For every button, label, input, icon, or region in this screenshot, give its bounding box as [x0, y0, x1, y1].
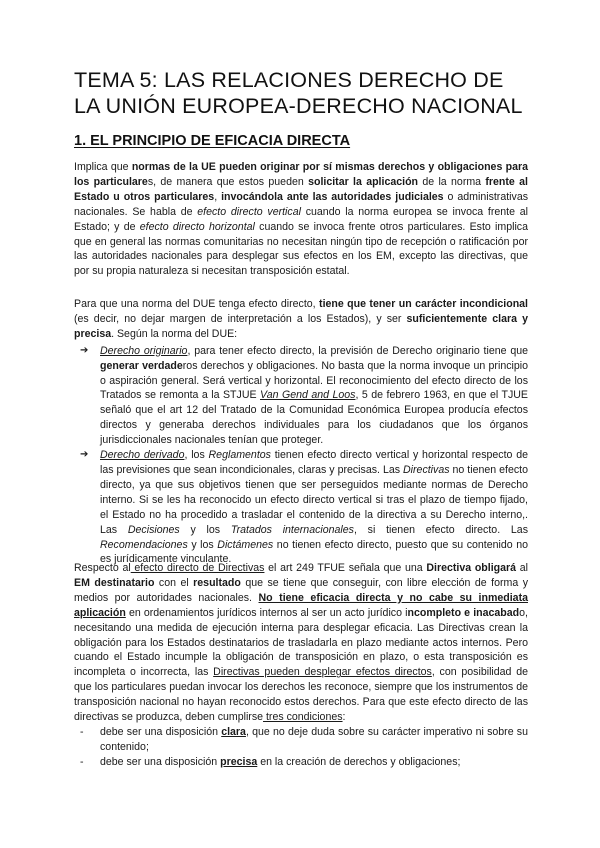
dash-icon: - — [80, 725, 84, 738]
list-item: - debe ser una disposición precisa en la creación de derechos y obligaciones; — [80, 755, 461, 768]
arrow-icon: ➔ — [80, 344, 89, 356]
conditions-list — [74, 725, 528, 770]
list-item: ➔ Derecho originario, para tener efecto directo, la previsión de Derecho originario tiene que generar verdaderos derechos y obligaciones. No basta que la norma invoque un principio o aspiración general. Será vertical y horizontal. El reconocimiento del efecto directo de los Tratados se remonta a la STJUE Van Gend and Loos, 5 de febrero 1963, en que el TJUE señaló que el art 12 del Tratado de la Comunidad Económica Europea producía efectos directos y generaba derechos individuales para los ciudadanos que los órganos jurisdiccionales nacionales tenían que proteger. — [80, 344, 528, 447]
paragraph-directives: Respecto al efecto directo de Directivas el art 249 TFUE señala que una Directiva obligará al EM destinatario con el resultado que se tiene que conseguir, con libre elección de forma y medios por autoridades nacionales. No tiene eficacia directa y no cabe su inmediata aplicación en ordenamientos jurídicos internos al ser un acto jurídico incompleto e inacabado, necesitando una medida de ejecución interna para desplegar eficacia. Las Directivas crean la obligación para los Estados destinatarios de trasladarla en plazo mediante actos internos. Pero cuando el Estado incumple la obligación de transposición en plazo, o esta transposición es incompleta o incorrecta, las Directivas pueden desplegar efectos directos, con posibilidad de que los particulares puedan invocar los derechos les reconoce, siempre que los instrumentos de transposición nacional no hayan reconocido estos derechos. Para que este efecto directo de las directivas se produzca, deben cumplirse tres condiciones: - debe ser una disposición clara, que no deje duda sobre su carácter imperativo ni sobre su contenido; - debe ser una disposición precisa en la creación de derechos y obligaciones; — [74, 562, 528, 768]
paragraph-requirements: Para que una norma del DUE tenga efecto directo, tiene que tener un carácter incondicional (es decir, no dejar margen de interpretación a los Estados), y ser suficientemente clara y precisa. Según la norma del DUE: ➔ Derecho originario, para tener efecto directo, la previsión de Derecho originario tiene que generar verdaderos derechos y obligaciones. No basta que la norma invoque un principio o aspiración general. Será vertical y horizontal. El reconocimiento del efecto directo de los Tratados se remonta a la STJUE Van Gend and Loos, 5 de febrero 1963, en que el TJUE señaló que el art 12 del Tratado de la Comunidad Económica Europea producía efectos directos y generaba derechos individuales para los ciudadanos que los órganos jurisdiccionales nacionales tenían que proteger. ➔ Derecho derivado, los Reglamentos tienen efecto directo vertical y horizontal respecto de las previsiones que sean incondicionales, claras y precisas. Las Directivas no tienen efecto directo, ya que sus objetivos tienen que ser perseguidos mediante normas de Derecho interno. Si se les ha reconocido un efecto directo vertical si tras el plazo de tiempo fijado, el Estado no ha procedido a trasladar el contenido de la directiva a su Derecho interno,. Las Decisiones y los Tratados internacionales, si tienen efecto directo. Las Recomendaciones y los Dictámenes no tienen efecto directo, puesto que su contenido no es jurídicamente vinculante. — [74, 298, 528, 566]
arrow-icon: ➔ — [80, 449, 89, 461]
list-item: ➔ Derecho derivado, los Reglamentos tienen efecto directo vertical y horizontal respecto de las previsiones que sean incondicionales, claras y precisas. Las Directivas no tienen efecto directo, ya que sus objetivos tienen que ser perseguidos mediante normas de Derecho interno. Si se les ha reconocido un efecto directo vertical si tras el plazo de tiempo fijado, el Estado no ha procedido a trasladar el contenido de la directiva a su Derecho interno,. Las Decisiones y los Tratados internacionales, si tienen efecto directo. Las Recomendaciones y los Dictámenes no tienen efecto directo, puesto que su contenido no es jurídicamente vinculante. — [80, 449, 528, 566]
paragraph-intro: Implica que normas de la UE pueden originar por sí mismas derechos y obligaciones para los particulares, de manera que estos pueden solicitar la aplicación de la norma frente al Estado u otros particulares, invocándola ante las autoridades judiciales o administrativas nacionales. Se habla de efecto directo vertical cuando la norma europea se invoca frente al Estado; y de efecto directo horizontal cuando se invoca frente otros particulares. Esto implica que en general las normas comunitarias no necesitan ningún tipo de recepción o ratificación por las autoridades nacionales para desplegar sus efectos en los EM, excepto las directivas, que por su propia naturaleza si necesitan transposición estatal. — [74, 161, 529, 278]
page-title: TEMA 5: LAS RELACIONES DERECHO DE LA UNIÓN EUROPEA-DERECHO NACIONAL — [74, 68, 523, 118]
dash-icon: - — [80, 755, 84, 768]
list-item: - debe ser una disposición clara, que no deje duda sobre su carácter imperativo ni sobre su contenido; — [80, 725, 528, 753]
section-heading: 1. EL PRINCIPIO DE EFICACIA DIRECTA — [74, 133, 351, 149]
source-list — [74, 344, 528, 568]
